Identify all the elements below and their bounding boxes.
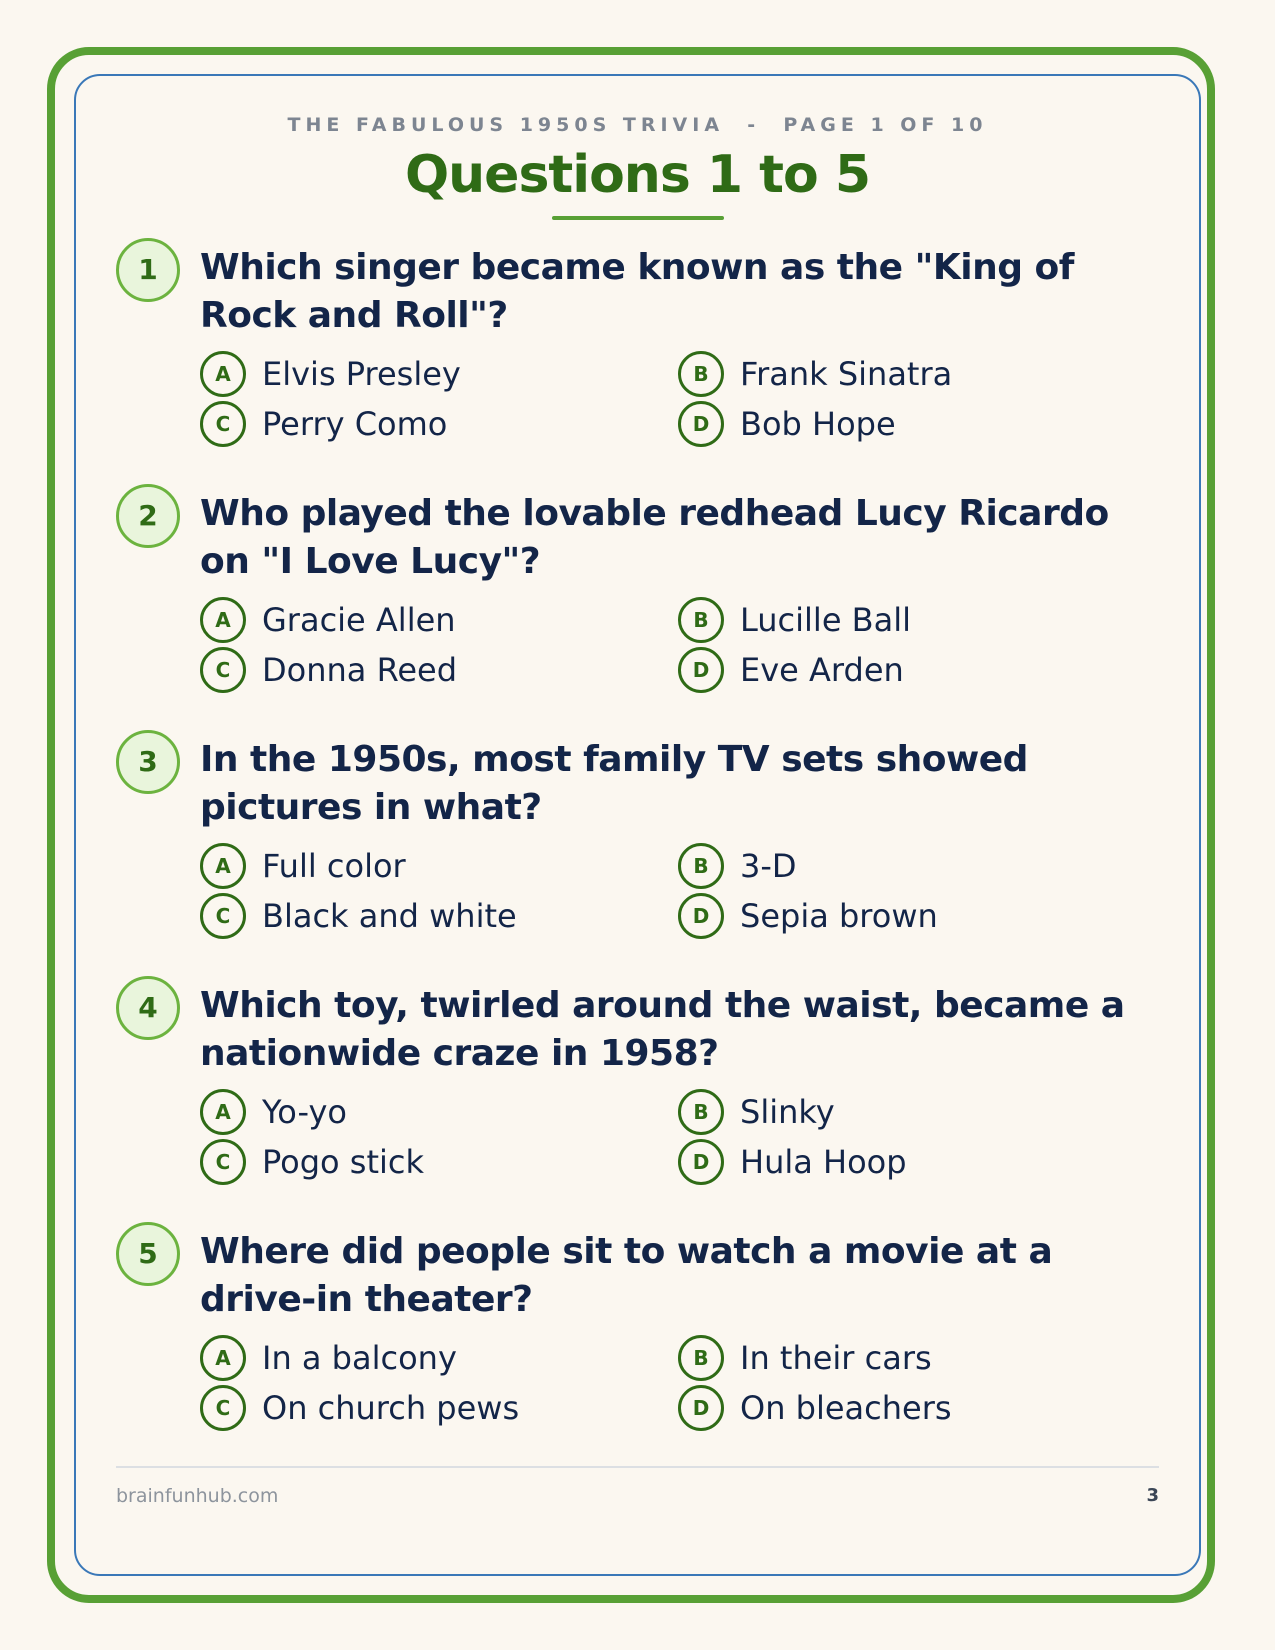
question-4 <box>116 972 1159 1218</box>
option-text: On bleachers <box>740 1389 952 1427</box>
question-5 <box>116 1218 1159 1464</box>
option-text: Perry Como <box>262 405 448 443</box>
question-text: Which toy, twirled around the waist, became a nationwide craze in 1958? <box>200 985 1125 1074</box>
question-list <box>116 234 1159 1464</box>
option-text: Frank Sinatra <box>740 355 953 393</box>
answer-option-d <box>678 1384 952 1432</box>
answer-option-c <box>200 1384 519 1432</box>
option-text: Black and white <box>262 897 517 935</box>
question-number-badge: 5 <box>116 1222 180 1286</box>
option-text: Lucille Ball <box>740 601 912 639</box>
option-letter-badge: A <box>200 843 246 889</box>
option-text: 3-D <box>740 847 797 885</box>
option-letter-badge: D <box>678 893 724 939</box>
answer-option-b <box>678 842 797 890</box>
answer-option-c <box>200 1138 424 1186</box>
option-letter-badge: C <box>200 1139 246 1185</box>
option-text: Yo-yo <box>262 1093 347 1131</box>
option-letter-badge: C <box>200 401 246 447</box>
footer-website: brainfunhub.com <box>116 1485 279 1507</box>
title-underline <box>552 216 724 220</box>
option-text: On church pews <box>262 1389 520 1427</box>
option-text: Elvis Presley <box>262 355 461 393</box>
question-2 <box>116 480 1159 726</box>
answer-option-b <box>678 1088 835 1136</box>
question-number-badge: 4 <box>116 976 180 1040</box>
option-text: Gracie Allen <box>262 601 456 639</box>
answer-option-c <box>200 400 447 448</box>
option-letter-badge: A <box>200 1335 246 1381</box>
question-number-badge: 3 <box>116 730 180 794</box>
option-letter-badge: C <box>200 1385 246 1431</box>
answer-option-d <box>678 892 938 940</box>
option-letter-badge: D <box>678 1385 724 1431</box>
worksheet-content <box>116 108 1159 1548</box>
option-letter-badge: B <box>678 351 724 397</box>
answer-option-d <box>678 646 904 694</box>
answer-option-d <box>678 1138 907 1186</box>
answer-option-a <box>200 350 461 398</box>
option-letter-badge: D <box>678 1139 724 1185</box>
footer-page-number: 3 <box>1146 1485 1159 1506</box>
option-letter-badge: B <box>678 1089 724 1135</box>
answer-option-b <box>678 1334 932 1382</box>
page-kicker: THE FABULOUS 1950S TRIVIA - PAGE 1 OF 10 <box>287 114 988 136</box>
option-text: In a balcony <box>262 1339 457 1377</box>
answer-option-c <box>200 892 517 940</box>
option-text: Slinky <box>740 1093 835 1131</box>
option-text: Hula Hoop <box>740 1143 907 1181</box>
option-text: Donna Reed <box>262 651 458 689</box>
answer-option-a <box>200 842 406 890</box>
answer-option-b <box>678 350 952 398</box>
answer-option-d <box>678 400 896 448</box>
question-number-badge: 2 <box>116 484 180 548</box>
page-title: Questions 1 to 5 <box>404 145 871 205</box>
option-letter-badge: A <box>200 351 246 397</box>
option-letter-badge: D <box>678 647 724 693</box>
option-text: Bob Hope <box>740 405 896 443</box>
option-letter-badge: A <box>200 597 246 643</box>
option-text: Sepia brown <box>740 897 938 935</box>
option-letter-badge: C <box>200 893 246 939</box>
question-3 <box>116 726 1159 972</box>
option-letter-badge: D <box>678 401 724 447</box>
question-1 <box>116 234 1159 480</box>
question-text: Where did people sit to watch a movie at a drive-in theater? <box>200 1231 1053 1320</box>
option-text: Pogo stick <box>262 1143 425 1181</box>
option-letter-badge: B <box>678 843 724 889</box>
option-letter-badge: B <box>678 597 724 643</box>
question-text: Which singer became known as the "King of Rock and Roll"? <box>200 247 1074 336</box>
option-text: Full color <box>262 847 406 885</box>
answer-option-a <box>200 1088 347 1136</box>
answer-option-b <box>678 596 911 644</box>
option-text: Eve Arden <box>740 651 904 689</box>
footer-divider <box>116 1466 1159 1468</box>
answer-option-c <box>200 646 457 694</box>
option-letter-badge: B <box>678 1335 724 1381</box>
option-text: In their cars <box>740 1339 932 1377</box>
option-letter-badge: C <box>200 647 246 693</box>
option-letter-badge: A <box>200 1089 246 1135</box>
question-text: Who played the lovable redhead Lucy Ricardo on "I Love Lucy"? <box>200 493 1109 582</box>
answer-option-a <box>200 1334 457 1382</box>
question-number-badge: 1 <box>116 238 180 302</box>
answer-option-a <box>200 596 456 644</box>
question-text: In the 1950s, most family TV sets showed pictures in what? <box>200 739 1028 828</box>
